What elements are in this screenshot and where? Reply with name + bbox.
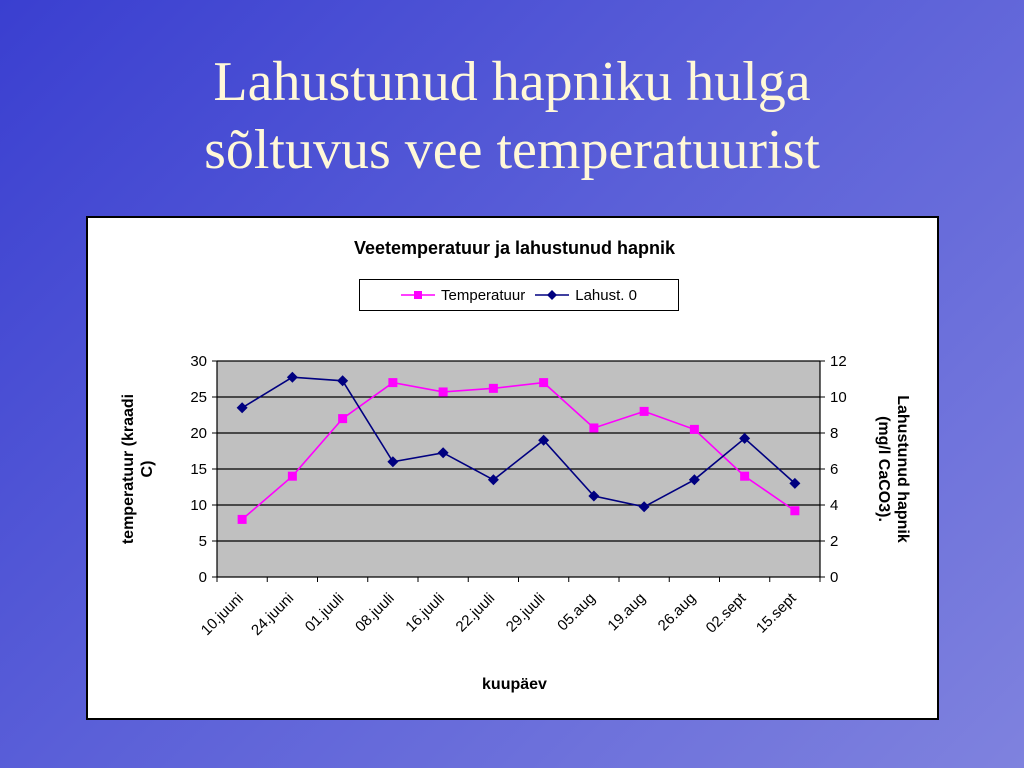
y-axis-title-left — [119, 349, 157, 589]
y2-tick-label: 6 — [830, 461, 839, 478]
y-axis-title-right-line2: (mg/l CaCO3). — [875, 416, 892, 522]
y-tick-label: 15 — [190, 461, 207, 478]
data-point-temperatuur — [388, 378, 397, 387]
data-point-temperatuur — [539, 378, 548, 387]
data-point-temperatuur — [589, 423, 598, 432]
y2-tick-label: 8 — [830, 425, 839, 442]
chart-legend — [359, 279, 679, 311]
x-tick-label: 24.juuni — [248, 589, 298, 639]
y-axis-title-right — [874, 349, 912, 589]
x-tick-label: 08.juuli — [352, 589, 398, 636]
y-tick-label: 0 — [198, 569, 207, 586]
x-tick-label: 26.aug — [654, 589, 700, 635]
x-tick-label: 02.sept — [702, 589, 750, 637]
legend-swatch-lahust — [535, 289, 569, 301]
slide-title-line1: Lahustunud hapniku hulga — [213, 51, 811, 113]
chart-container — [86, 216, 939, 720]
x-tick-label: 10.juuni — [197, 589, 247, 639]
y2-tick-label: 4 — [830, 497, 839, 514]
data-point-temperatuur — [439, 387, 448, 396]
legend-label-lahust: Lahust. 0 — [575, 286, 637, 304]
y-axis-title-left-line2: C) — [139, 460, 156, 478]
legend-swatch-temperatuur — [401, 289, 435, 301]
data-point-temperatuur — [288, 472, 297, 481]
y-tick-label: 30 — [190, 353, 207, 370]
data-point-temperatuur — [489, 384, 498, 393]
y-axis-title-right-line1: Lahustunud hapnik — [894, 395, 911, 543]
chart-title: Veetemperatuur ja lahustunud hapnik — [353, 238, 676, 258]
y2-tick-label: 0 — [830, 569, 839, 586]
x-tick-label: 19.aug — [604, 589, 649, 635]
x-tick-label: 05.aug — [554, 589, 599, 635]
x-tick-label: 16.juuli — [402, 589, 448, 636]
data-point-temperatuur — [740, 472, 749, 481]
y-axis-title-left-line1: temperatuur (kraadi — [120, 393, 137, 545]
y-tick-label: 10 — [190, 497, 207, 514]
x-tick-label: 22.juuli — [452, 589, 499, 636]
legend-label-temperatuur: Temperatuur — [441, 286, 526, 304]
y-tick-label: 5 — [198, 533, 207, 550]
data-point-temperatuur — [690, 425, 699, 434]
y2-tick-label: 2 — [830, 533, 839, 550]
y-tick-label: 20 — [190, 425, 207, 442]
slide-title-line2: sõltuvus vee temperatuurist — [204, 119, 820, 181]
legend-item-lahust — [535, 287, 637, 304]
y2-tick-label: 12 — [830, 353, 847, 370]
y-tick-label: 25 — [190, 389, 207, 406]
x-tick-label: 01.juuli — [301, 589, 348, 636]
data-point-temperatuur — [338, 414, 347, 423]
data-point-temperatuur — [238, 515, 247, 524]
x-tick-label: 29.juuli — [502, 589, 549, 636]
data-point-temperatuur — [790, 506, 799, 515]
x-axis-title: kuupäev — [482, 676, 547, 693]
data-point-temperatuur — [640, 407, 649, 416]
legend-item-temperatuur — [401, 287, 525, 304]
y2-tick-label: 10 — [830, 389, 847, 406]
slide-title — [0, 48, 1024, 184]
x-tick-label: 15.sept — [752, 589, 800, 637]
